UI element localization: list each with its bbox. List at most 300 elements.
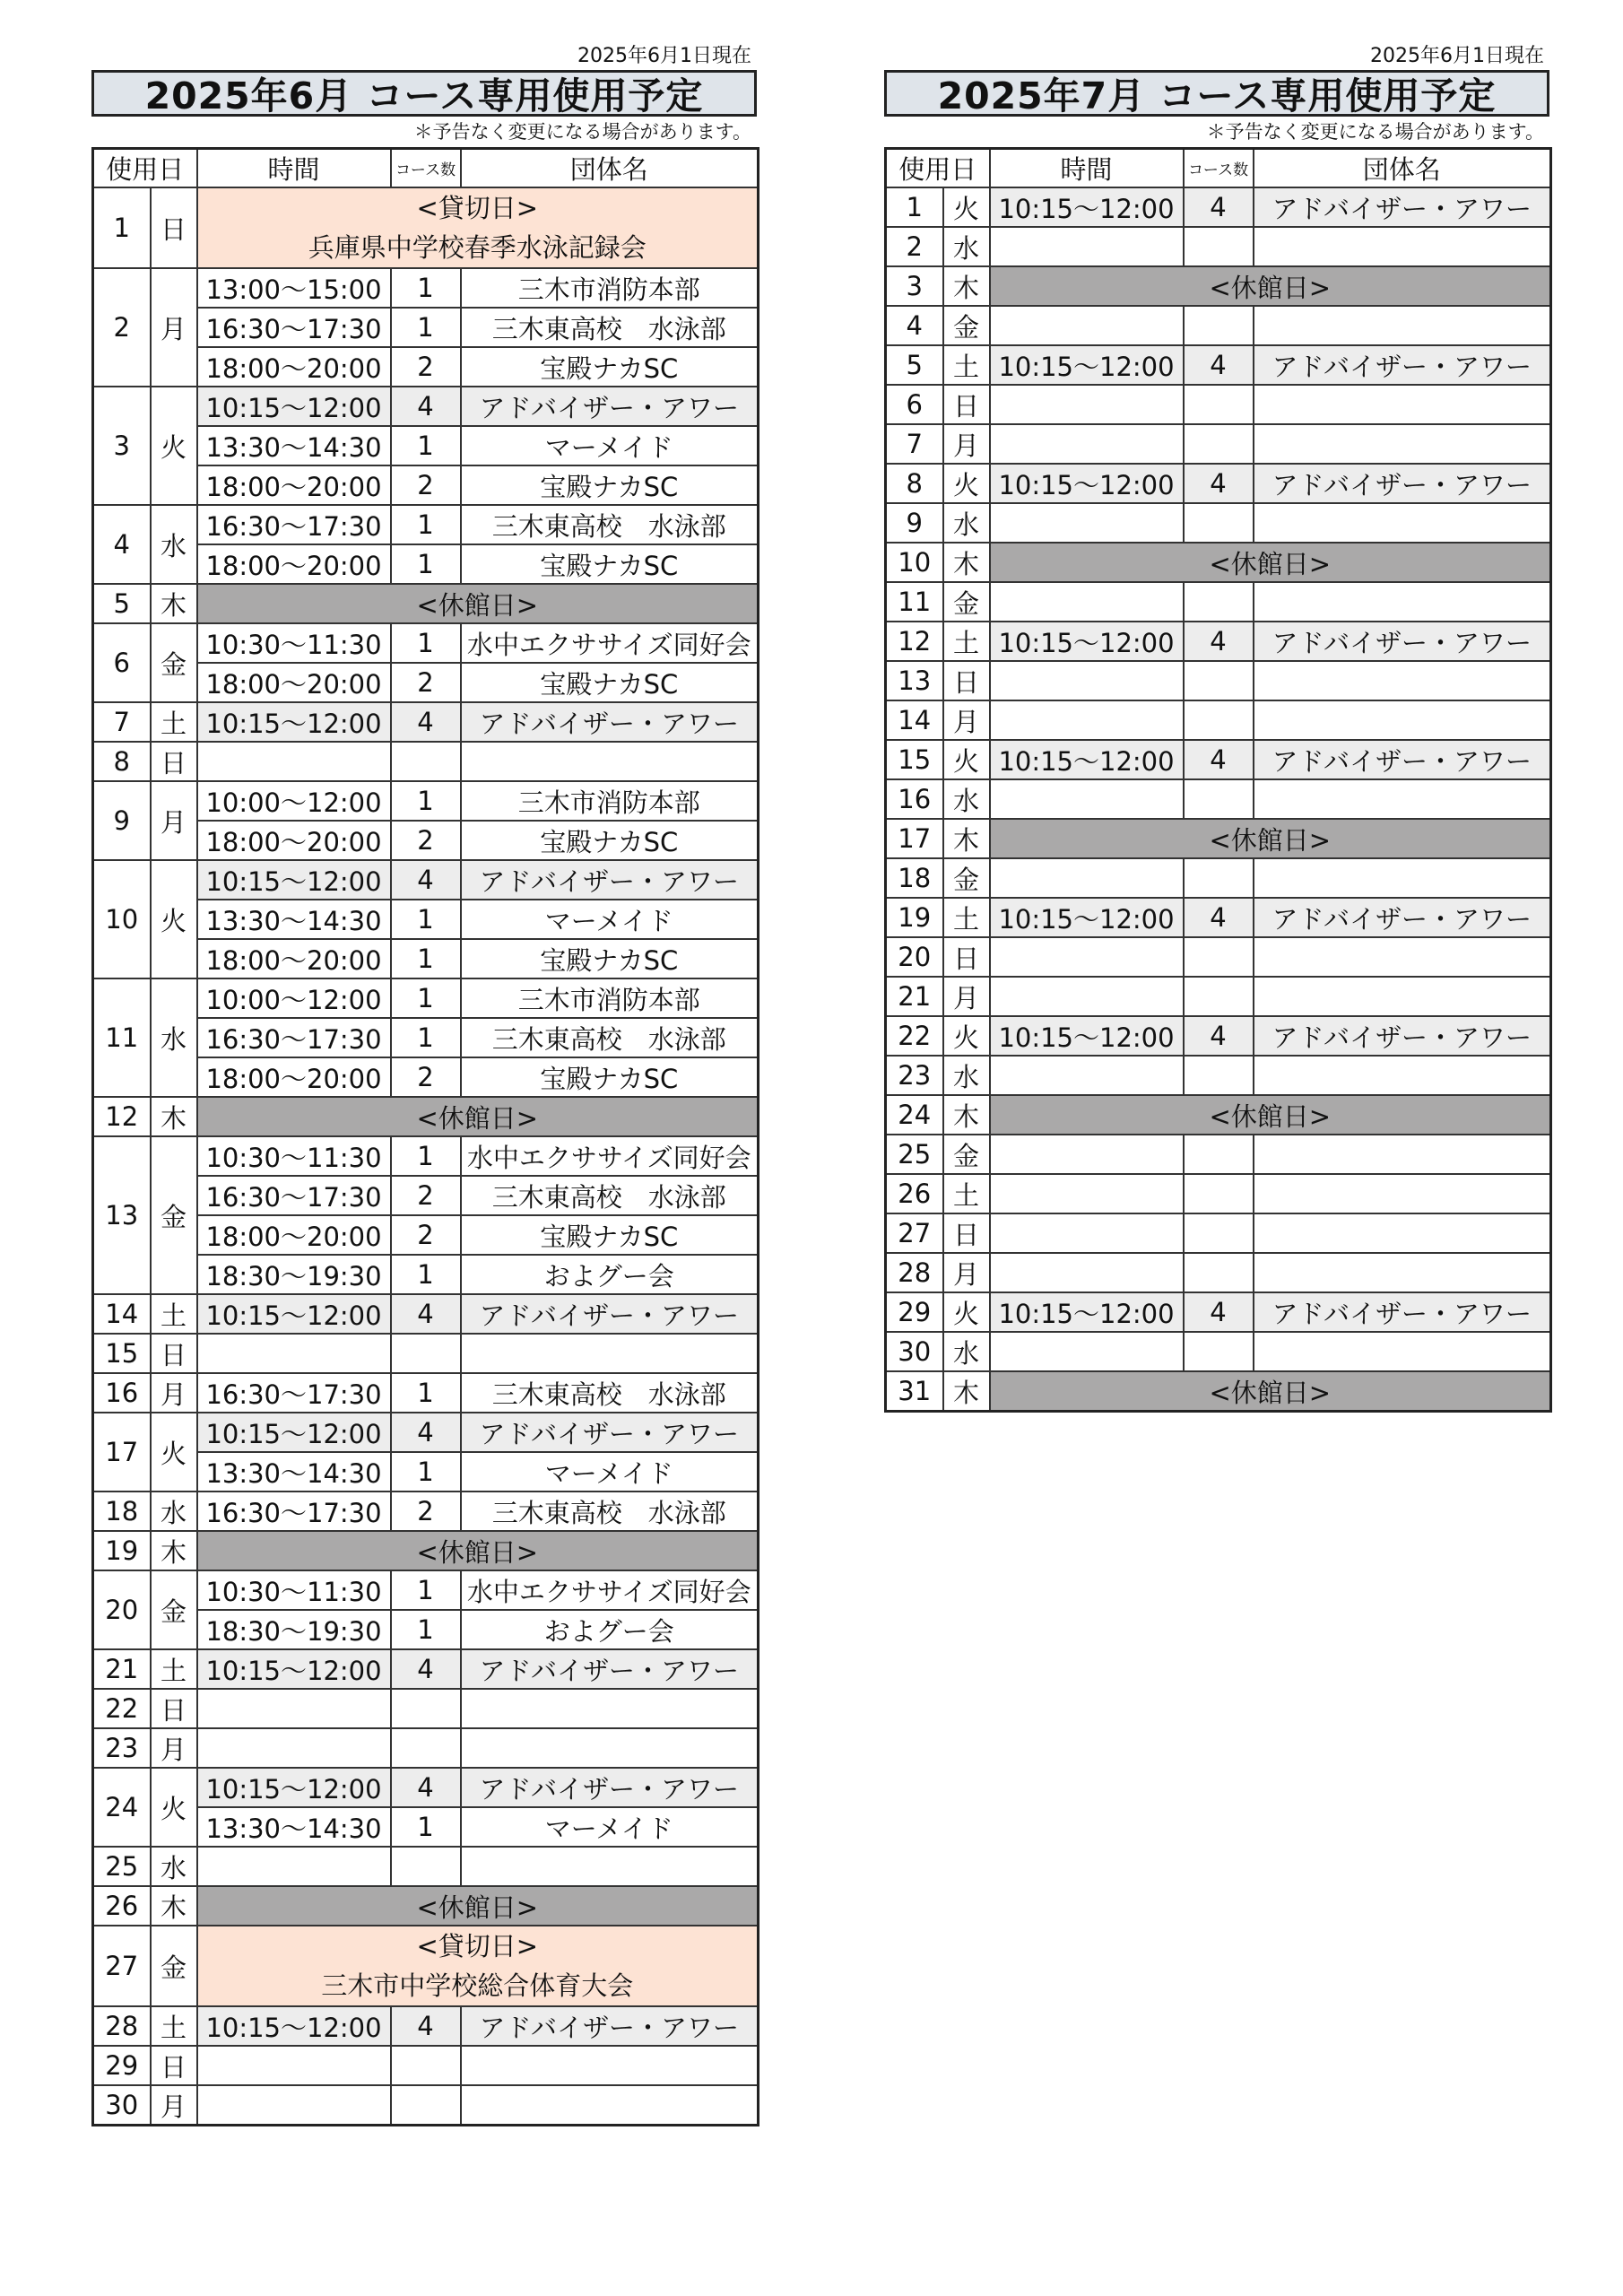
course-count: 1 [391, 623, 461, 663]
weekday: 水 [943, 779, 990, 819]
table-row [886, 937, 1551, 977]
weekday: 火 [943, 1292, 990, 1332]
day-number: 27 [886, 1213, 943, 1253]
table-row [93, 742, 759, 781]
time-slot: 10:15～12:00 [990, 898, 1184, 937]
table-row [886, 385, 1551, 424]
table-row [886, 582, 1551, 622]
time-slot: 16:30～17:30 [197, 308, 391, 347]
course-count [391, 2046, 461, 2085]
group-name [1254, 1332, 1551, 1371]
time-slot: 16:30～17:30 [197, 1492, 391, 1531]
day-number: 5 [93, 584, 151, 623]
day-number: 19 [93, 1531, 151, 1570]
weekday: 火 [943, 187, 990, 227]
day-number: 29 [886, 1292, 943, 1332]
group-name: およグー会 [461, 1610, 759, 1649]
table-row [886, 819, 1551, 858]
july-body [886, 187, 1551, 1412]
header-day: 使用日 [93, 149, 197, 188]
header-day: 使用日 [886, 149, 990, 188]
table-row [93, 2085, 759, 2126]
time-slot [197, 2085, 391, 2126]
table-row [93, 623, 759, 663]
course-count [1184, 1174, 1254, 1213]
closed-label: <休館日> [1209, 272, 1332, 303]
day-number: 16 [93, 1373, 151, 1413]
time-slot [197, 1847, 391, 1886]
closed-day-cell [990, 1371, 1551, 1412]
table-row [886, 503, 1551, 543]
table-row [93, 978, 759, 1018]
course-count: 4 [391, 702, 461, 742]
charter-event-name: 三木市中学校総合体育大会 [321, 1970, 634, 2001]
group-name [1254, 1056, 1551, 1095]
closed-day-cell [990, 819, 1551, 858]
course-count [1184, 582, 1254, 622]
header-group: 団体名 [1254, 149, 1551, 188]
day-number: 24 [886, 1095, 943, 1135]
charter-day-cell [197, 187, 759, 268]
course-count [1184, 227, 1254, 266]
time-slot [990, 1135, 1184, 1174]
course-count: 4 [1184, 187, 1254, 227]
weekday: 土 [151, 702, 197, 742]
day-number: 22 [93, 1689, 151, 1728]
time-slot: 18:00～20:00 [197, 544, 391, 584]
group-name [1254, 227, 1551, 266]
day-number: 6 [93, 623, 151, 702]
day-number: 14 [886, 700, 943, 740]
day-number: 1 [886, 187, 943, 227]
group-name [1254, 858, 1551, 898]
group-name: アドバイザー・アワー [1254, 1016, 1551, 1056]
table-row [93, 781, 759, 821]
group-name: 宝殿ナカSC [461, 1215, 759, 1255]
weekday: 木 [943, 543, 990, 582]
time-slot [990, 385, 1184, 424]
schedule-title: 2025年7月 コース専用使用予定 [884, 70, 1549, 117]
course-count [391, 2085, 461, 2126]
time-slot [990, 582, 1184, 622]
course-count: 1 [391, 1452, 461, 1492]
group-name: 宝殿ナカSC [461, 544, 759, 584]
day-number: 16 [886, 779, 943, 819]
group-name [1254, 503, 1551, 543]
group-name: 三木東高校 水泳部 [461, 1018, 759, 1057]
course-count: 1 [391, 939, 461, 978]
group-name: 水中エクササイズ同好会 [461, 623, 759, 663]
group-name [1254, 937, 1551, 977]
table-row [886, 227, 1551, 266]
charter-label: <貸切日> [416, 1931, 539, 1961]
closed-label: <休館日> [1209, 1100, 1332, 1132]
table-row [93, 1136, 759, 1176]
weekday: 金 [151, 1570, 197, 1649]
group-name [1254, 1174, 1551, 1213]
course-count: 1 [391, 268, 461, 308]
group-name [461, 1689, 759, 1728]
time-slot: 18:30～19:30 [197, 1610, 391, 1649]
weekday: 月 [943, 1253, 990, 1292]
day-number: 3 [886, 266, 943, 306]
course-count: 4 [391, 860, 461, 900]
day-number: 7 [93, 702, 151, 742]
table-row [886, 1056, 1551, 1095]
day-number: 13 [886, 661, 943, 700]
group-name [1254, 661, 1551, 700]
table-row [886, 779, 1551, 819]
group-name: アドバイザー・アワー [1254, 898, 1551, 937]
course-count: 1 [391, 1373, 461, 1413]
weekday: 金 [943, 858, 990, 898]
time-slot [990, 937, 1184, 977]
weekday: 木 [943, 266, 990, 306]
weekday: 日 [151, 1689, 197, 1728]
group-name [1254, 306, 1551, 345]
table-row [93, 1926, 759, 2006]
course-count [1184, 1332, 1254, 1371]
closed-day-cell [990, 266, 1551, 306]
group-name [1254, 1213, 1551, 1253]
time-slot: 10:15～12:00 [197, 860, 391, 900]
day-number: 20 [93, 1570, 151, 1649]
table-row [886, 266, 1551, 306]
group-name [461, 742, 759, 781]
day-number: 21 [886, 977, 943, 1016]
course-count [1184, 779, 1254, 819]
charter-event-name: 兵庫県中学校春季水泳記録会 [308, 232, 647, 263]
day-number: 28 [93, 2006, 151, 2046]
group-name: アドバイザー・アワー [1254, 187, 1551, 227]
table-row [93, 2006, 759, 2046]
weekday: 水 [151, 978, 197, 1097]
weekday: 土 [943, 622, 990, 661]
group-name: 水中エクササイズ同好会 [461, 1570, 759, 1610]
table-row [886, 1332, 1551, 1371]
group-name: アドバイザー・アワー [1254, 740, 1551, 779]
table-row [886, 1292, 1551, 1332]
closed-day-cell [197, 1531, 759, 1570]
table-row [886, 424, 1551, 464]
day-number: 9 [886, 503, 943, 543]
weekday: 火 [151, 387, 197, 505]
closed-label: <休館日> [416, 1892, 539, 1923]
table-row [886, 1213, 1551, 1253]
group-name [1254, 582, 1551, 622]
group-name: 三木市消防本部 [461, 781, 759, 821]
group-name [461, 2046, 759, 2085]
time-slot: 16:30～17:30 [197, 1176, 391, 1215]
table-row [93, 1492, 759, 1531]
day-number: 30 [886, 1332, 943, 1371]
table-row [93, 1097, 759, 1136]
course-count: 4 [1184, 1016, 1254, 1056]
weekday: 月 [943, 424, 990, 464]
day-number: 7 [886, 424, 943, 464]
time-slot [197, 742, 391, 781]
time-slot [990, 858, 1184, 898]
weekday: 月 [151, 2085, 197, 2126]
time-slot [990, 1332, 1184, 1371]
table-row [93, 268, 759, 308]
group-name: 三木東高校 水泳部 [461, 1373, 759, 1413]
weekday: 日 [151, 1334, 197, 1373]
weekday: 月 [943, 977, 990, 1016]
group-name [1254, 1253, 1551, 1292]
time-slot: 10:15～12:00 [990, 1292, 1184, 1332]
time-slot [990, 306, 1184, 345]
day-number: 2 [886, 227, 943, 266]
time-slot: 13:30～14:30 [197, 1807, 391, 1847]
weekday: 土 [151, 1294, 197, 1334]
time-slot: 10:30～11:30 [197, 1136, 391, 1176]
day-number: 10 [886, 543, 943, 582]
course-count [391, 1689, 461, 1728]
time-slot: 10:15～12:00 [197, 1649, 391, 1689]
time-slot [990, 1056, 1184, 1095]
table-row [93, 1334, 759, 1373]
closed-label: <休館日> [1209, 548, 1332, 579]
schedule-title: 2025年6月 コース専用使用予定 [91, 70, 757, 117]
group-name: マーメイド [461, 900, 759, 939]
table-row [93, 1728, 759, 1768]
day-number: 23 [886, 1056, 943, 1095]
weekday: 金 [943, 306, 990, 345]
day-number: 31 [886, 1371, 943, 1412]
group-name: アドバイザー・アワー [461, 1413, 759, 1452]
course-count: 1 [391, 544, 461, 584]
closed-label: <休館日> [1209, 1377, 1332, 1408]
course-count: 2 [391, 1176, 461, 1215]
course-count [1184, 385, 1254, 424]
header-row [886, 149, 1551, 188]
table-row [93, 1689, 759, 1728]
group-name: アドバイザー・アワー [461, 860, 759, 900]
table-row [93, 505, 759, 544]
time-slot: 16:30～17:30 [197, 505, 391, 544]
course-count: 2 [391, 821, 461, 860]
weekday: 金 [151, 1926, 197, 2006]
course-count: 4 [391, 2006, 461, 2046]
table-row [93, 1886, 759, 1926]
time-slot: 10:15～12:00 [197, 2006, 391, 2046]
time-slot: 18:30～19:30 [197, 1255, 391, 1294]
weekday: 日 [943, 661, 990, 700]
day-number: 2 [93, 268, 151, 387]
weekday: 土 [943, 898, 990, 937]
table-row [93, 1531, 759, 1570]
group-name [1254, 700, 1551, 740]
weekday: 日 [151, 187, 197, 268]
course-count: 1 [391, 1255, 461, 1294]
day-number: 27 [93, 1926, 151, 2006]
course-count [1184, 661, 1254, 700]
weekday: 水 [151, 1492, 197, 1531]
time-slot: 13:30～14:30 [197, 1452, 391, 1492]
day-number: 30 [93, 2085, 151, 2126]
table-row [886, 1174, 1551, 1213]
course-count [1184, 1056, 1254, 1095]
closed-label: <休館日> [416, 1102, 539, 1134]
time-slot [197, 1334, 391, 1373]
group-name [461, 1728, 759, 1768]
course-count: 1 [391, 505, 461, 544]
day-number: 9 [93, 781, 151, 860]
day-number: 25 [93, 1847, 151, 1886]
group-name: マーメイド [461, 1807, 759, 1847]
weekday: 水 [151, 1847, 197, 1886]
course-count: 1 [391, 1570, 461, 1610]
weekday: 金 [151, 1136, 197, 1294]
course-count: 2 [391, 1215, 461, 1255]
group-name [461, 2085, 759, 2126]
weekday: 金 [151, 623, 197, 702]
time-slot: 18:00～20:00 [197, 663, 391, 702]
course-count: 1 [391, 426, 461, 465]
time-slot: 10:15～12:00 [197, 1768, 391, 1807]
time-slot: 10:30～11:30 [197, 623, 391, 663]
day-number: 11 [886, 582, 943, 622]
group-name: 三木市消防本部 [461, 978, 759, 1018]
table-row [886, 661, 1551, 700]
weekday: 金 [943, 582, 990, 622]
weekday: 月 [151, 1373, 197, 1413]
day-number: 8 [886, 464, 943, 503]
group-name: アドバイザー・アワー [1254, 622, 1551, 661]
table-row [886, 622, 1551, 661]
table-row [886, 740, 1551, 779]
course-count: 4 [1184, 622, 1254, 661]
group-name: アドバイザー・アワー [1254, 345, 1551, 385]
as-of-date: 2025年6月1日現在 [577, 45, 751, 67]
group-name: 水中エクササイズ同好会 [461, 1136, 759, 1176]
day-number: 12 [886, 622, 943, 661]
july-schedule [884, 43, 1549, 1413]
group-name: およグー会 [461, 1255, 759, 1294]
day-number: 17 [93, 1413, 151, 1492]
time-slot [197, 2046, 391, 2085]
day-number: 5 [886, 345, 943, 385]
time-slot: 10:30～11:30 [197, 1570, 391, 1610]
group-name [1254, 779, 1551, 819]
course-count: 1 [391, 1807, 461, 1847]
weekday: 土 [151, 2006, 197, 2046]
course-count: 1 [391, 308, 461, 347]
table-row [93, 1570, 759, 1610]
weekday: 水 [943, 1332, 990, 1371]
time-slot: 13:30～14:30 [197, 900, 391, 939]
weekday: 木 [943, 1095, 990, 1135]
table-row [886, 1371, 1551, 1412]
weekday: 水 [943, 227, 990, 266]
time-slot [990, 1213, 1184, 1253]
time-slot: 18:00～20:00 [197, 939, 391, 978]
time-slot: 18:00～20:00 [197, 347, 391, 387]
weekday: 日 [943, 1213, 990, 1253]
weekday: 火 [943, 740, 990, 779]
time-slot: 13:00～15:00 [197, 268, 391, 308]
closed-day-cell [197, 1097, 759, 1136]
course-count [1184, 503, 1254, 543]
weekday: 火 [151, 860, 197, 978]
group-name: マーメイド [461, 426, 759, 465]
day-number: 4 [886, 306, 943, 345]
day-number: 10 [93, 860, 151, 978]
weekday: 月 [151, 268, 197, 387]
day-number: 26 [93, 1886, 151, 1926]
course-count: 2 [391, 1057, 461, 1097]
day-number: 11 [93, 978, 151, 1097]
closed-label: <休館日> [1209, 824, 1332, 856]
time-slot [990, 779, 1184, 819]
time-slot [197, 1728, 391, 1768]
course-count: 1 [391, 1136, 461, 1176]
table-row [886, 1016, 1551, 1056]
group-name: アドバイザー・アワー [461, 702, 759, 742]
day-number: 1 [93, 187, 151, 268]
time-slot: 10:15～12:00 [990, 464, 1184, 503]
time-slot [990, 1174, 1184, 1213]
time-slot: 18:00～20:00 [197, 465, 391, 505]
june-body [93, 187, 759, 2126]
time-slot: 18:00～20:00 [197, 821, 391, 860]
table-row [93, 1649, 759, 1689]
table-row [886, 1095, 1551, 1135]
course-count: 2 [391, 347, 461, 387]
group-name [1254, 424, 1551, 464]
time-slot: 10:15～12:00 [990, 345, 1184, 385]
time-slot: 10:15～12:00 [197, 1294, 391, 1334]
course-count: 1 [391, 1018, 461, 1057]
course-count: 4 [391, 1413, 461, 1452]
course-count [1184, 937, 1254, 977]
time-slot: 18:00～20:00 [197, 1215, 391, 1255]
course-count [391, 742, 461, 781]
time-slot [990, 503, 1184, 543]
header-group: 団体名 [461, 149, 759, 188]
day-number: 6 [886, 385, 943, 424]
day-number: 22 [886, 1016, 943, 1056]
day-number: 23 [93, 1728, 151, 1768]
course-count [1184, 1135, 1254, 1174]
time-slot: 10:00～12:00 [197, 978, 391, 1018]
weekday: 水 [943, 1056, 990, 1095]
group-name: 宝殿ナカSC [461, 663, 759, 702]
course-count [1184, 700, 1254, 740]
header-time: 時間 [990, 149, 1184, 188]
weekday: 日 [151, 2046, 197, 2085]
course-count [1184, 1213, 1254, 1253]
day-number: 8 [93, 742, 151, 781]
weekday: 土 [943, 345, 990, 385]
as-of-date: 2025年6月1日現在 [1370, 45, 1544, 67]
group-name: 三木東高校 水泳部 [461, 1492, 759, 1531]
course-count: 4 [1184, 345, 1254, 385]
change-notice: ＊予告なく変更になる場合があります。 [1206, 121, 1544, 143]
table-row [93, 860, 759, 900]
weekday: 土 [943, 1174, 990, 1213]
course-count: 4 [1184, 1292, 1254, 1332]
weekday: 日 [943, 385, 990, 424]
day-number: 25 [886, 1135, 943, 1174]
closed-day-cell [990, 543, 1551, 582]
course-count [1184, 858, 1254, 898]
table-row [886, 187, 1551, 227]
course-count: 1 [391, 978, 461, 1018]
group-name: 三木市消防本部 [461, 268, 759, 308]
change-notice: ＊予告なく変更になる場合があります。 [413, 121, 751, 143]
